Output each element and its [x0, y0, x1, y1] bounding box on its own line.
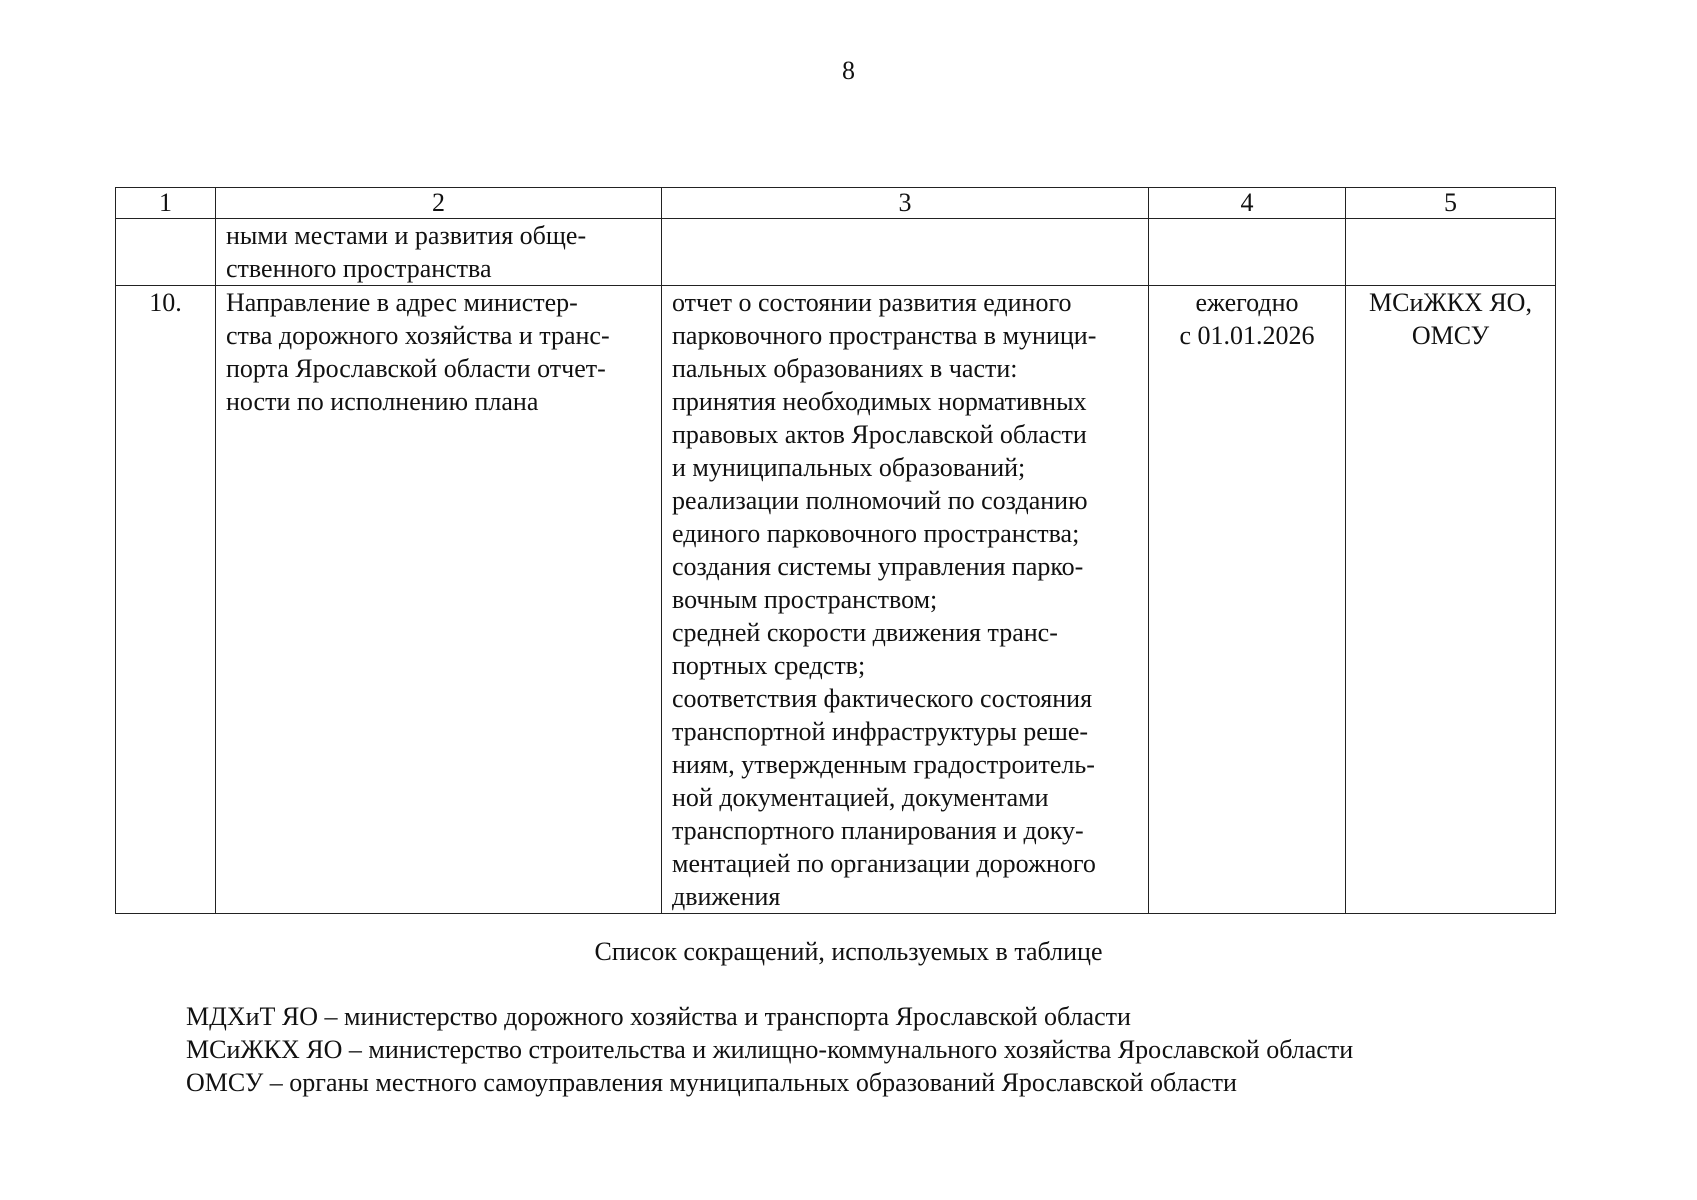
column-number-2: 2 [216, 188, 662, 219]
text-line: соответствия фактического состояния [672, 684, 1093, 713]
cell-empty [1346, 219, 1556, 286]
text-line: с 01.01.2026 [1179, 321, 1315, 350]
text-line: единого парковочного пространства; [672, 519, 1080, 548]
row-number: 10. [116, 286, 216, 914]
text-line: ментацией по организации дорожного [672, 849, 1096, 878]
plan-table [115, 187, 1556, 914]
text-line: МСиЖКХ ЯО, [1369, 288, 1532, 317]
text-line: ной документацией, документами [672, 783, 1049, 812]
cell-empty [116, 219, 216, 286]
text-line: ности по исполнению плана [226, 387, 539, 416]
text-line: парковочного пространства в муници- [672, 321, 1097, 350]
abbreviation-item: ОМСУ – органы местного самоуправления муниципальных образований Ярославской области [186, 1068, 1237, 1097]
text-line: ственного пространства [226, 254, 492, 283]
text-line: движения [672, 882, 781, 911]
column-number-1: 1 [116, 188, 216, 219]
abbreviation-item: МДХиТ ЯО – министерство дорожного хозяйства и транспорта Ярославской области [186, 1002, 1131, 1031]
text-line: вочным пространством; [672, 585, 938, 614]
text-line: ства дорожного хозяйства и транс- [226, 321, 610, 350]
table-row-10 [116, 286, 1556, 914]
text-line: ОМСУ [1411, 321, 1490, 350]
abbreviation-item: МСиЖКХ ЯО – министерство строительства и жилищно-коммунального хозяйства Ярославской области [186, 1035, 1354, 1064]
text-line: средней скорости движения транс- [672, 618, 1058, 647]
cell-deadline [1149, 286, 1346, 914]
text-line: ежегодно [1195, 288, 1299, 317]
text-line: отчет о состоянии развития единого [672, 288, 1072, 317]
text-line: порта Ярославской области отчет- [226, 354, 606, 383]
table-row-continuation [116, 219, 1556, 286]
text-line: создания системы управления парко- [672, 552, 1084, 581]
column-number-3: 3 [662, 188, 1149, 219]
text-line: правовых актов Ярославской области [672, 420, 1087, 449]
cell-result [662, 286, 1149, 914]
text-line: и муниципальных образований; [672, 453, 1026, 482]
text-line: транспортной инфраструктуры реше- [672, 717, 1089, 746]
cell-empty [1149, 219, 1346, 286]
text-line: ниям, утвержденным градостроитель- [672, 750, 1095, 779]
column-number-5: 5 [1346, 188, 1556, 219]
column-number-4: 4 [1149, 188, 1346, 219]
page-number: 8 [842, 56, 855, 85]
text-line: портных средств; [672, 651, 866, 680]
cell-responsible [1346, 286, 1556, 914]
text-line: реализации полномочий по созданию [672, 486, 1088, 515]
text-line: транспортного планирования и доку- [672, 816, 1084, 845]
text-line: ными местами и развития обще- [226, 221, 587, 250]
table-header-row [116, 188, 1556, 219]
text-line: пальных образованиях в части: [672, 354, 1018, 383]
cell-description [216, 286, 662, 914]
text-line: принятия необходимых нормативных [672, 387, 1087, 416]
abbreviations-title: Список сокращений, используемых в таблице [594, 937, 1103, 966]
cell-description [216, 219, 662, 286]
cell-empty [662, 219, 1149, 286]
abbreviations-list [186, 1000, 1353, 1099]
text-line: Направление в адрес министер- [226, 288, 578, 317]
